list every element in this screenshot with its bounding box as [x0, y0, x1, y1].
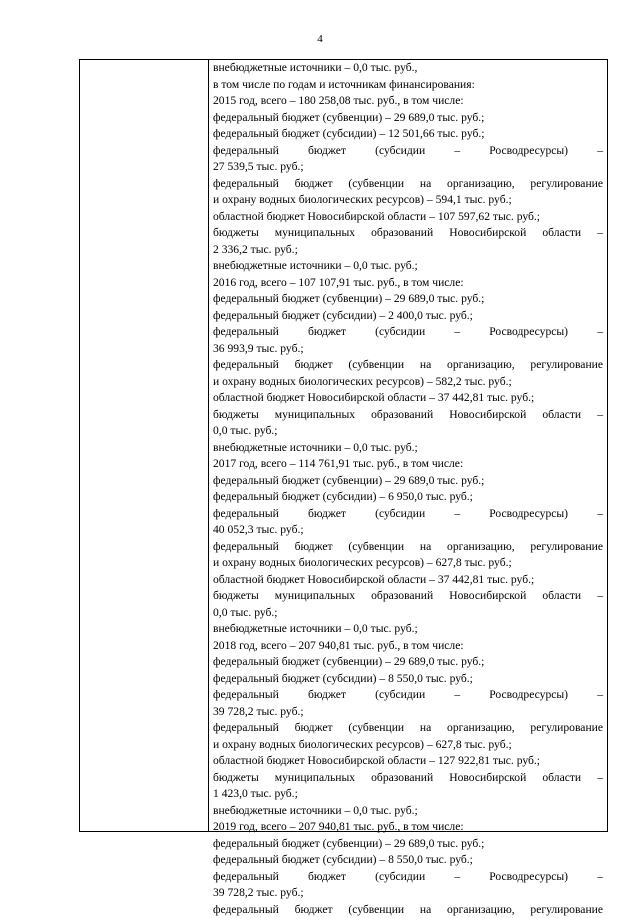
text-line: 1 423,0 тыс. руб.; — [213, 786, 603, 803]
text-line: федеральный бюджет (субсидии) – 8 550,0 тыс. руб.; — [213, 671, 603, 688]
column-divider — [208, 60, 209, 831]
text-line: в том числе по годам и источникам финансирования: — [213, 77, 603, 94]
text-line: федеральный бюджет (субвенции на организацию, регулирование — [213, 720, 603, 737]
text-line: 27 539,5 тыс. руб.; — [213, 159, 603, 176]
text-line: 0,0 тыс. руб.; — [213, 605, 603, 622]
text-line: областной бюджет Новосибирской области – 127 922,81 тыс. руб.; — [213, 753, 603, 770]
table-left-cell — [80, 60, 208, 831]
text-line: федеральный бюджет (субсидии – Росводресурсы) – — [213, 506, 603, 523]
text-line: бюджеты муниципальных образований Новосибирской области – — [213, 407, 603, 424]
text-line: бюджеты муниципальных образований Новосибирской области – — [213, 588, 603, 605]
text-line: федеральный бюджет (субвенции на организацию, регулирование — [213, 176, 603, 193]
text-line: федеральный бюджет (субсидии) – 8 550,0 тыс. руб.; — [213, 852, 603, 869]
text-line: бюджеты муниципальных образований Новосибирской области – — [213, 770, 603, 787]
text-line: 39 728,2 тыс. руб.; — [213, 885, 603, 902]
text-line: федеральный бюджет (субсидии – Росводресурсы) – — [213, 687, 603, 704]
text-line: и охрану водных биологических ресурсов) – 582,2 тыс. руб.; — [213, 374, 603, 391]
text-line: 39 728,2 тыс. руб.; — [213, 704, 603, 721]
text-line: и охрану водных биологических ресурсов) – 627,8 тыс. руб.; — [213, 737, 603, 754]
text-line: федеральный бюджет (субсидии – Росводресурсы) – — [213, 143, 603, 160]
text-line: 2016 год, всего – 107 107,91 тыс. руб., в том числе: — [213, 275, 603, 292]
text-line: внебюджетные источники – 0,0 тыс. руб.; — [213, 258, 603, 275]
text-line: федеральный бюджет (субсидии – Росводресурсы) – — [213, 869, 603, 886]
text-line: областной бюджет Новосибирской области – 37 442,81 тыс. руб.; — [213, 572, 603, 589]
text-line: федеральный бюджет (субвенции на организацию, регулирование — [213, 902, 603, 918]
text-line: и охрану водных биологических ресурсов) – 627,8 тыс. руб.; — [213, 555, 603, 572]
text-line: федеральный бюджет (субсидии) – 2 400,0 тыс. руб.; — [213, 308, 603, 325]
text-line: областной бюджет Новосибирской области – 37 442,81 тыс. руб.; — [213, 390, 603, 407]
text-line: федеральный бюджет (субвенции на организацию, регулирование — [213, 357, 603, 374]
text-line: федеральный бюджет (субвенции) – 29 689,0 тыс. руб.; — [213, 654, 603, 671]
text-line: бюджеты муниципальных образований Новосибирской области – — [213, 225, 603, 242]
text-line: внебюджетные источники – 0,0 тыс. руб.; — [213, 621, 603, 638]
table-right-cell — [213, 60, 603, 831]
text-line: федеральный бюджет (субсидии) – 12 501,66 тыс. руб.; — [213, 126, 603, 143]
text-line: областной бюджет Новосибирской области – 107 597,62 тыс. руб.; — [213, 209, 603, 226]
financing-table — [79, 59, 608, 832]
text-line: и охрану водных биологических ресурсов) – 594,1 тыс. руб.; — [213, 192, 603, 209]
text-line: 36 993,9 тыс. руб.; — [213, 341, 603, 358]
text-line: федеральный бюджет (субсидии) – 6 950,0 тыс. руб.; — [213, 489, 603, 506]
text-line: 2018 год, всего – 207 940,81 тыс. руб., в том числе: — [213, 638, 603, 655]
text-line: федеральный бюджет (субвенции на организацию, регулирование — [213, 539, 603, 556]
text-line: федеральный бюджет (субвенции) – 29 689,0 тыс. руб.; — [213, 110, 603, 127]
text-line: 0,0 тыс. руб.; — [213, 423, 603, 440]
text-line: внебюджетные источники – 0,0 тыс. руб., — [213, 60, 603, 77]
text-line: федеральный бюджет (субвенции) – 29 689,0 тыс. руб.; — [213, 836, 603, 853]
text-line: федеральный бюджет (субсидии – Росводресурсы) – — [213, 324, 603, 341]
text-line: 2 336,2 тыс. руб.; — [213, 242, 603, 259]
text-line: внебюджетные источники – 0,0 тыс. руб.; — [213, 440, 603, 457]
page-number: 4 — [0, 33, 640, 45]
text-line: 40 052,3 тыс. руб.; — [213, 522, 603, 539]
text-line: федеральный бюджет (субвенции) – 29 689,0 тыс. руб.; — [213, 291, 603, 308]
text-line: федеральный бюджет (субвенции) – 29 689,0 тыс. руб.; — [213, 473, 603, 490]
text-line: 2015 год, всего – 180 258,08 тыс. руб., в том числе: — [213, 93, 603, 110]
text-line: 2017 год, всего – 114 761,91 тыс. руб., в том числе: — [213, 456, 603, 473]
text-line: 2019 год, всего – 207 940,81 тыс. руб., в том числе: — [213, 819, 603, 836]
text-line: внебюджетные источники – 0,0 тыс. руб.; — [213, 803, 603, 820]
